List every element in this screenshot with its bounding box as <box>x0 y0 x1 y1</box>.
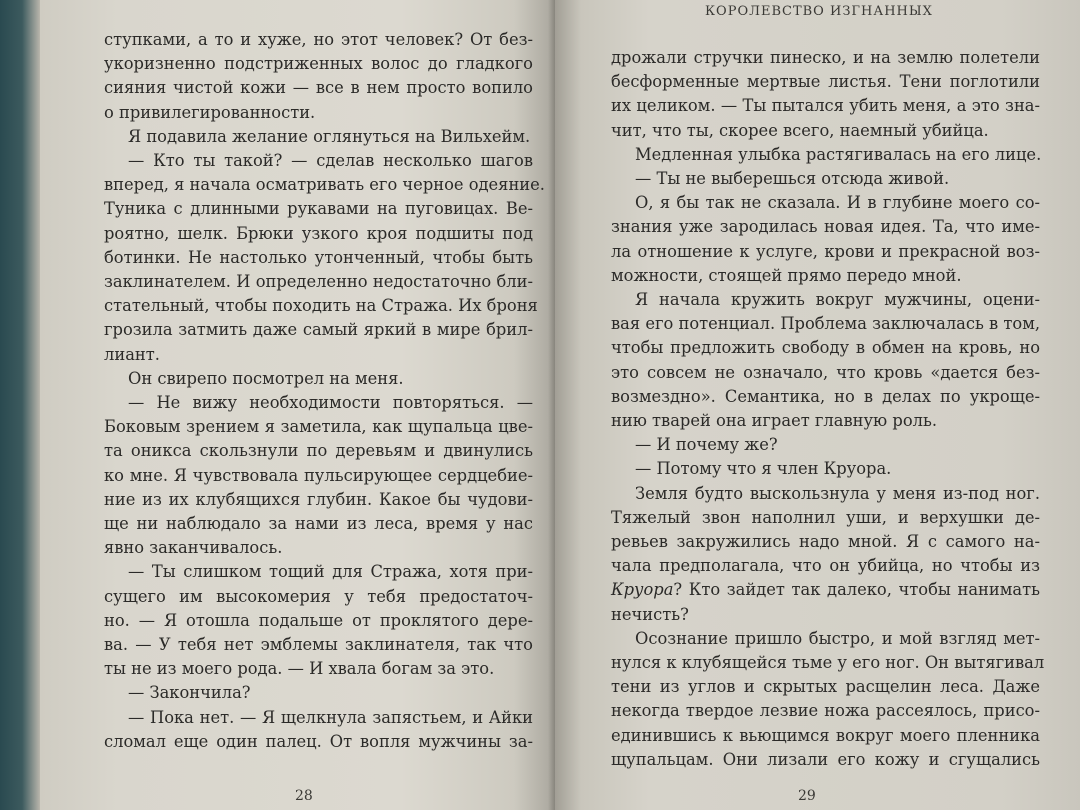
text-line: — Ты не выберешься отсюда живой. <box>635 169 950 189</box>
text-line: ние из их клубящихся глубин. Какое бы чудови- <box>104 489 533 509</box>
text-line: можности, стоящей прямо передо мной. <box>611 265 962 285</box>
text-line: дрожали стручки пинеско, и на землю полетели <box>611 48 1040 67</box>
text-line: — Ты слишком тощий для Стража, хотя при- <box>128 562 533 582</box>
text-line: некогда твердое лезвие ножа рассеялось, присо- <box>611 701 1040 721</box>
text-block <box>104 28 545 754</box>
text-line: Земля будто выскользнула у меня из-под ног. <box>635 483 1040 503</box>
text-line: ревьев закружились надо мной. Я с самого на- <box>611 532 1040 552</box>
text-line: ко мне. Я чувствовала пульсирующее сердцебие- <box>104 465 533 485</box>
left-page <box>40 0 555 810</box>
text-line: бесформенные мертвые листья. Тени поглотили <box>611 72 1040 92</box>
running-head: КОРОЛЕВСТВО ИЗГНАННЫХ <box>705 4 933 19</box>
text-line: чала предполагала, что он убийца, но чтобы из <box>611 556 1040 576</box>
text-line: чит, что ты, скорее всего, наемный убийца. <box>611 120 989 140</box>
text-line: — Закончила? <box>128 683 251 703</box>
text-line: ще ни наблюдало за нами из леса, время у нас <box>104 514 533 534</box>
text-line: но. — Я отошла подальше от проклятого дере- <box>104 610 533 630</box>
text-line: тени из углов и скрытых расщелин леса. Даже <box>611 677 1040 697</box>
text-line: лиант. <box>104 344 160 364</box>
text-line: та оникса скользнули по деревьям и двинулись <box>104 441 533 461</box>
text-line: знания уже зародилась новая идея. Та, что име- <box>611 217 1040 237</box>
text-line: их целиком. — Ты пытался убить меня, а это зна- <box>611 96 1040 116</box>
text-line: сломал еще один палец. От вопля мужчины за- <box>104 731 533 751</box>
text-line: ва. — У тебя нет эмблемы заклинателя, так что <box>104 635 533 655</box>
text-line: единившись к вьющимся вокруг моего пленника <box>611 725 1040 745</box>
text-line: — Пока нет. — Я щелкнула запястьем, и Айки <box>128 707 533 727</box>
text-line: укоризненно подстриженных волос до гладкого <box>104 54 533 74</box>
text-line: Я начала кружить вокруг мужчины, оцени- <box>635 290 1040 310</box>
text-line: ступками, а то и хуже, но этот человек? От без- <box>104 30 533 49</box>
text-line: Тяжелый звон наполнил уши, и верхушки де- <box>611 507 1040 527</box>
text-line: вперед, я начала осматривать его черное одеяние. <box>104 175 545 195</box>
text-line: грозила затмить даже самый яркий в мире брил- <box>104 320 533 340</box>
text-line: сущего им высокомерия у тебя предостаточ- <box>104 586 533 606</box>
text-line: Он свирепо посмотрел на меня. <box>128 368 404 388</box>
text-line: о привилегированности. <box>104 102 316 122</box>
italic-word: Круора <box>611 580 674 600</box>
right-page <box>555 0 1080 810</box>
text-line: возмездно». Семантика, но в делах по укроще- <box>611 386 1040 406</box>
text-line: — Потому что я член Круора. <box>635 459 892 479</box>
text-line: это совсем не означало, что кровь «дается без- <box>611 362 1040 382</box>
text-line: нулся к клубящейся тьме у его ног. Он вытягивал <box>611 653 1045 673</box>
text-line: щупальцам. Они лизали его кожу и сгущались <box>611 749 1040 769</box>
text-line: — Не вижу необходимости повторяться. — <box>128 393 533 413</box>
text-run: ? Кто зайдет так далеко, чтобы нанимать <box>673 580 1040 600</box>
text-line: ты не из моего рода. — И хвала богам за это. <box>104 659 495 679</box>
text-line: заклинателем. И определенно недостаточно бли- <box>104 272 533 292</box>
text-line: Туника с длинными рукавами на пуговицах. Ве- <box>104 199 533 219</box>
text-line <box>611 578 1040 602</box>
text-line: явно заканчивалось. <box>104 538 283 558</box>
left-page-number: 28 <box>295 788 313 804</box>
text-line: ботинки. Не настолько утонченный, чтобы быть <box>104 247 533 267</box>
text-line: — И почему же? <box>635 435 778 455</box>
text-line: ла отношение к услуге, крови и прекрасной воз- <box>611 241 1040 261</box>
text-block <box>611 46 1045 772</box>
text-line: стательный, чтобы походить на Стража. Их броня <box>104 296 538 316</box>
text-line: чтобы предложить свободу в обмен на кровь, но <box>611 338 1040 358</box>
right-page-number: 29 <box>798 788 816 804</box>
text-line: Боковым зрением я заметила, как щупальца цве- <box>104 417 533 437</box>
text-line: Осознание пришло быстро, и мой взгляд мет- <box>635 628 1040 648</box>
text-line: вая его потенциал. Проблема заключалась в том, <box>611 314 1041 334</box>
left-page-text <box>104 28 545 754</box>
text-line: — Кто ты такой? — сделав несколько шагов <box>128 151 533 171</box>
text-line: О, я бы так не сказала. И в глубине моего со- <box>635 193 1040 213</box>
text-line: роятно, шелк. Брюки узкого кроя подшиты под <box>104 223 533 243</box>
text-line: нию тварей она играет главную роль. <box>611 411 938 431</box>
text-line: сияния чистой кожи — все в нем просто вопило <box>104 78 533 98</box>
right-page-text <box>611 46 1045 772</box>
text-line: нечисть? <box>611 604 689 624</box>
text-line: Медленная улыбка растягивалась на его лице. <box>635 144 1042 164</box>
text-line: Я подавила желание оглянуться на Вильхейм. <box>128 126 531 146</box>
